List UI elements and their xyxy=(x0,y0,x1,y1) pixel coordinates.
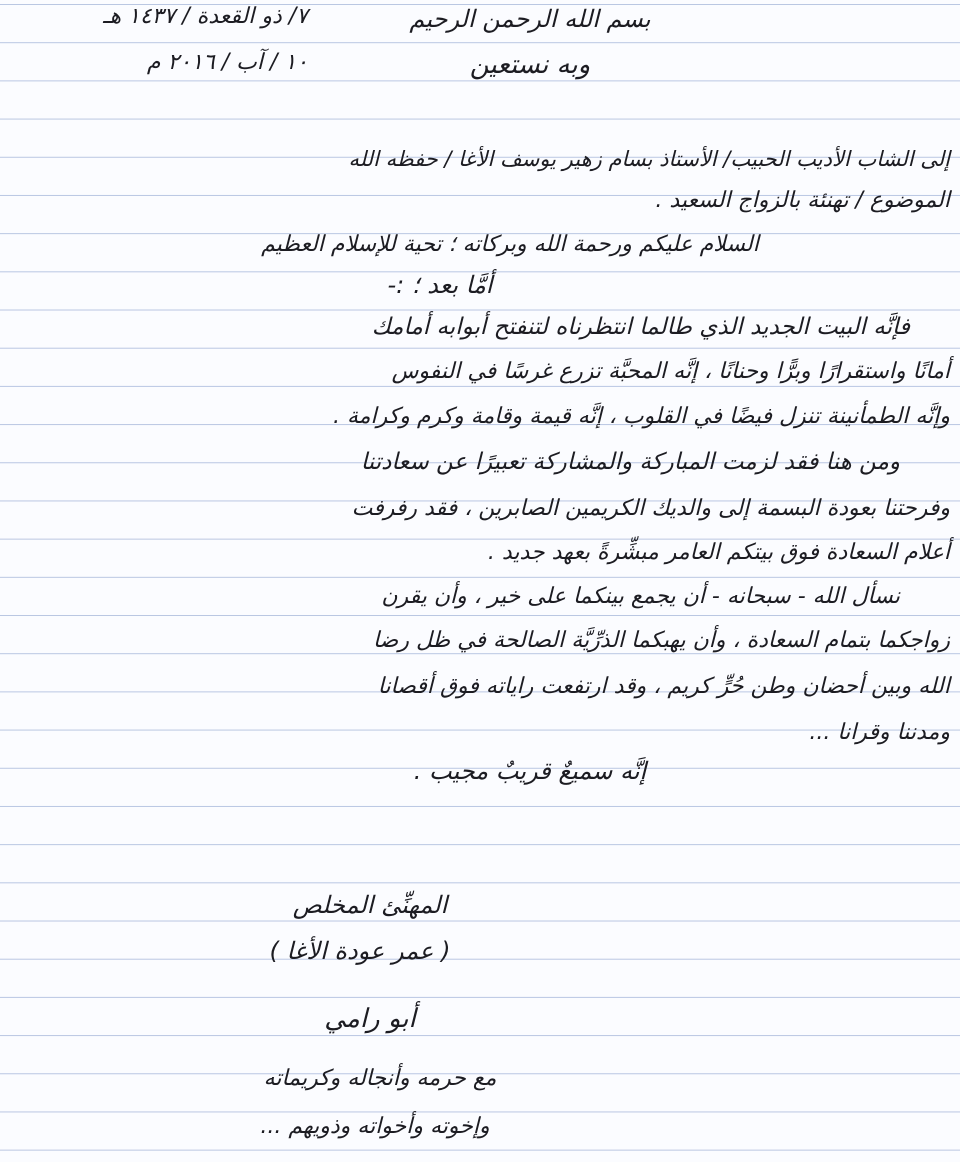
basmala: بسم الله الرحمن الرحيم xyxy=(409,5,651,33)
body-line-1: فإنَّه البيت الجديد الذي طالما انتظرناه لتنفتح أبوابه أمامك xyxy=(371,314,910,340)
signature-name: ( عمر عودة الأغا ) xyxy=(269,937,451,965)
amma-baad: أمَّا بعد ؛ :- xyxy=(387,271,493,299)
closing-prayer: إنَّه سميعٌ قريبٌ مجيب . xyxy=(413,757,647,785)
signature-title: المهنِّئ المخلص xyxy=(292,891,448,919)
gregorian-date: ١٠ / آب / ٢٠١٦ م xyxy=(146,50,308,75)
subject-line: الموضوع / تهنئة بالزواج السعيد . xyxy=(655,188,950,213)
body-line-4: ومن هنا فقد لزمت المباركة والمشاركة تعبيرًا عن سعادتنا xyxy=(360,449,900,475)
body-line-5: وفرحتنا بعودة البسمة إلى والديك الكريمين الصابرين ، فقد رفرفت xyxy=(351,496,950,521)
body-line-3: وإنَّه الطمأنينة تنزل فيضًا في القلوب ، إنَّه قيمة وقامة وكرم وكرامة . xyxy=(332,404,950,429)
body-line-10: ومدننا وقرانا ... xyxy=(809,720,950,745)
body-line-8: زواجكما بتمام السعادة ، وأن يهبكما الذرِّيَّة الصالحة في ظل رضا xyxy=(372,628,950,653)
salutation: السلام عليكم ورحمة الله وبركاته ؛ تحية للإسلام العظيم xyxy=(261,232,759,257)
family-line-1: مع حرمه وأنجاله وكريماته xyxy=(263,1066,497,1091)
body-line-7: نسأل الله - سبحانه - أن يجمع بينكما على خير ، وأن يقرن xyxy=(381,584,900,609)
body-line-2: أمانًا واستقرارًا وبرًّا وحنانًا ، إنَّه المحبَّة تزرع غرسًا في النفوس xyxy=(391,359,950,384)
body-line-9: الله وبين أحضان وطن حُرٍّ كريم ، وقد ارتفعت راياته فوق أقصانا xyxy=(377,674,950,699)
family-line-2: وإخوته وأخواته وذويهم ... xyxy=(260,1114,490,1139)
hijri-date: ٧/ ذو القعدة / ١٤٣٧ هـ xyxy=(103,4,308,29)
signature-kunya: أبو رامي xyxy=(324,1004,416,1034)
addressee-line: إلى الشاب الأديب الحبيب/ الأستاذ بسام زهير يوسف الأغا / حفظه الله xyxy=(348,147,950,171)
invocation: وبه نستعين xyxy=(469,50,591,80)
body-line-6: أعلام السعادة فوق بيتكم العامر مبشِّرةً بعهد جديد . xyxy=(487,540,950,565)
